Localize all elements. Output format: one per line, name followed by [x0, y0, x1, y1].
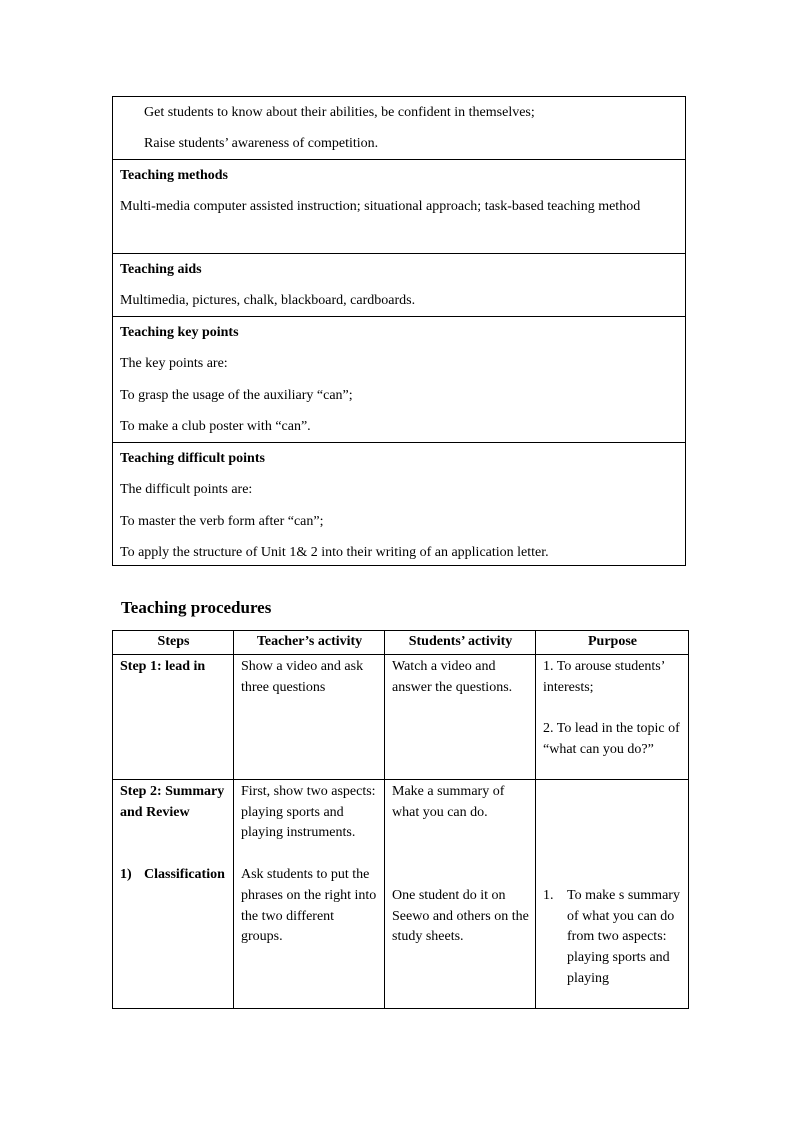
purpose-item: 1. To arouse students’ interests; [543, 658, 665, 695]
section-heading: Teaching key points [120, 325, 239, 340]
teaching-methods-section [113, 160, 685, 254]
section-line: To apply the structure of Unit 1& 2 into their writing of an application letter. [120, 544, 549, 560]
purpose-cell [536, 654, 689, 779]
students-activity: One student do it on Seewo and others on the study sheets. [392, 887, 529, 945]
objectives-section [113, 97, 685, 160]
purpose-item: 1. To make s summary of what you can do from two aspects: playing sports and playing [543, 887, 680, 986]
step-cell [113, 779, 234, 1008]
objective-line: Get students to know about their abilities, be confident in themselves; [144, 105, 535, 120]
students-cell [385, 779, 536, 1008]
teacher-activity: Ask students to put the phrases on the right into the two different groups. [241, 866, 377, 945]
section-heading: Teaching methods [120, 168, 229, 183]
table-header-row [113, 631, 689, 655]
section-text: Multi-media computer assisted instruction; situational approach; task-based teaching method [120, 199, 641, 215]
column-header: Teacher’s activity [234, 631, 385, 655]
purpose-cell [536, 779, 689, 1008]
step-cell: Step 1: lead in [113, 654, 234, 779]
step-label: Step 2: Summary and Review [120, 783, 225, 820]
key-points-section [113, 317, 685, 443]
objective-line: Raise students’ awareness of competition. [144, 136, 379, 152]
substep-label: 1) Classification [120, 866, 225, 882]
section-heading: Teaching difficult points [120, 451, 265, 466]
procedures-table [112, 630, 689, 1009]
teacher-cell [234, 779, 385, 1008]
section-line: To grasp the usage of the auxiliary “can”; [120, 387, 353, 403]
lesson-info-box [112, 96, 686, 566]
section-line: The key points are: [120, 356, 228, 372]
section-text: Multimedia, pictures, chalk, blackboard, cardboards. [120, 293, 416, 309]
section-line: The difficult points are: [120, 482, 253, 498]
procedures-title: Teaching procedures [121, 598, 272, 617]
table-row [113, 779, 689, 1008]
section-line: To make a club poster with “can”. [120, 418, 311, 434]
column-header: Students’ activity [385, 631, 536, 655]
column-header: Steps [113, 631, 234, 655]
section-line: To master the verb form after “can”; [120, 513, 324, 529]
section-heading: Teaching aids [120, 262, 202, 277]
table-row [113, 654, 689, 779]
students-cell: Watch a video and answer the questions. [385, 654, 536, 779]
teaching-aids-section [113, 254, 685, 317]
teacher-cell: Show a video and ask three questions [234, 654, 385, 779]
teacher-activity: First, show two aspects: playing sports and playing instruments. [241, 783, 376, 841]
students-activity: Make a summary of what you can do. [392, 783, 505, 820]
column-header: Purpose [536, 631, 689, 655]
purpose-item: 2. To lead in the topic of “what can you do?” [543, 721, 680, 757]
difficult-points-section [113, 443, 685, 567]
